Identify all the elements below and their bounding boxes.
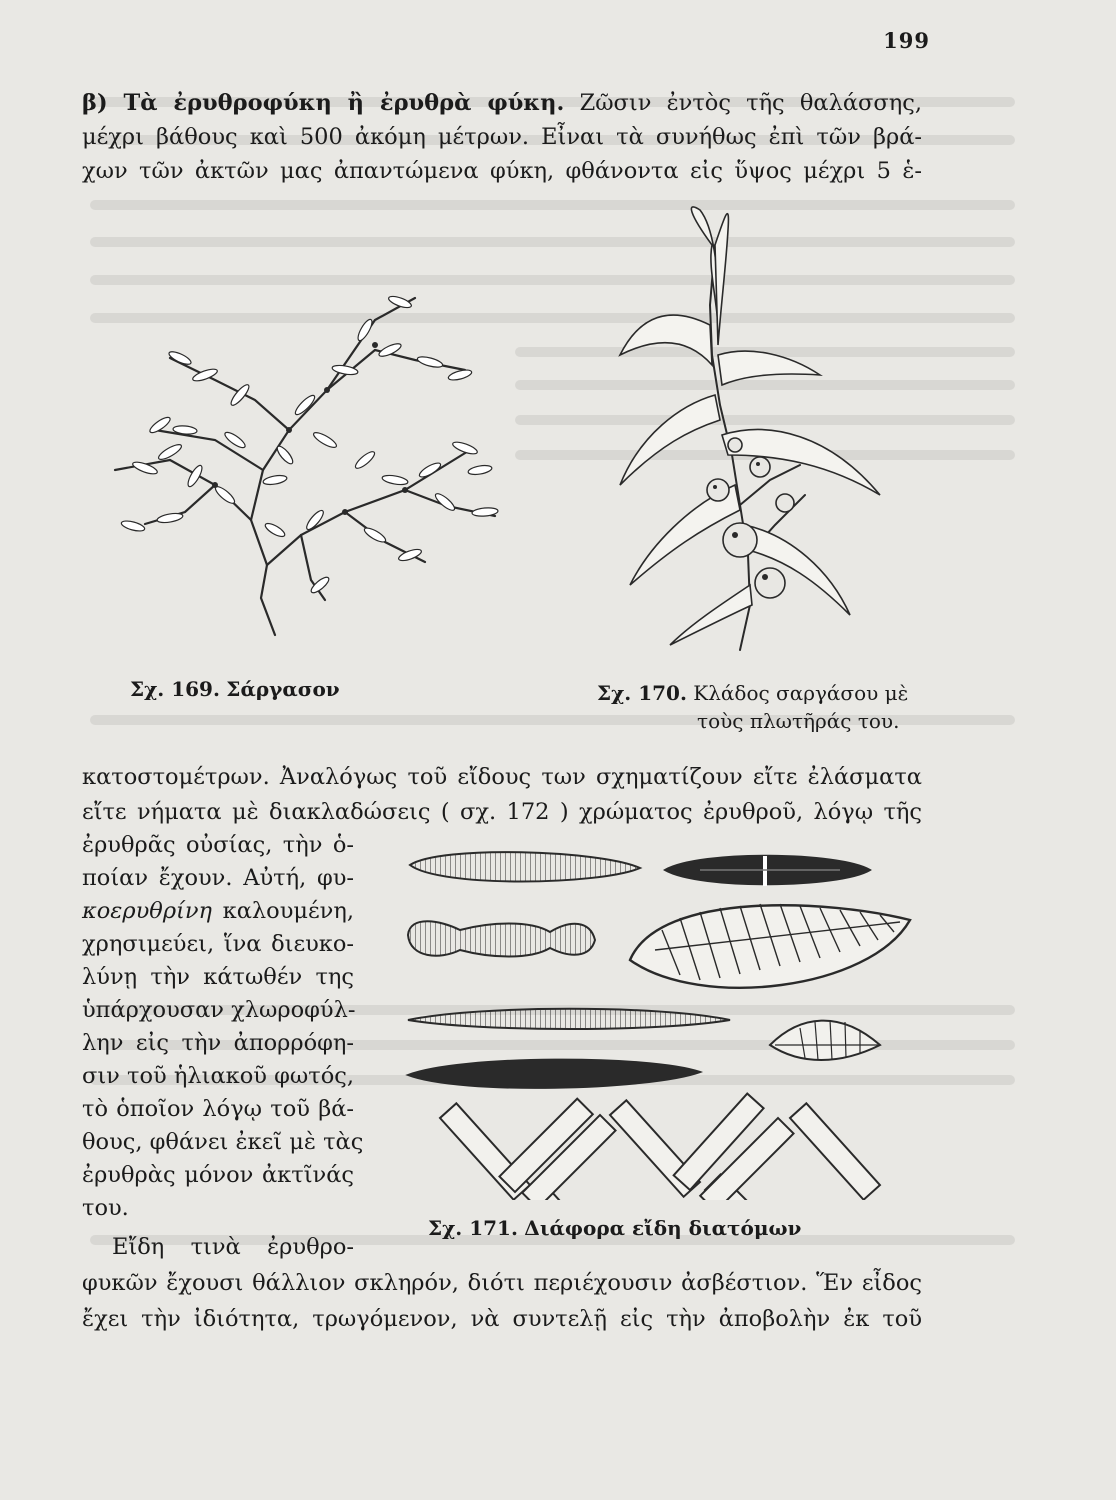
intro-line-2: μέχρι βάθους καὶ 500 ἀκόμη μέτρων. Εἶναι τὰ συνήθως ἐπὶ τῶν βρά- [82, 124, 922, 150]
body-last-line-1: φυκῶν ἔχουσι θάλλιον σκληρόν, διότι περιέχουσιν ἀσβέστιον. Ἕν εἶδος [82, 1270, 922, 1296]
diatom-6 [770, 1021, 880, 1060]
figure-170-title-line-1: Κλάδος σαργάσου μὲ [693, 681, 909, 705]
column-line-1: ἐρυθρᾶς οὐσίας, τὴν ὁ- [82, 832, 354, 858]
diatom-7 [408, 1060, 700, 1088]
phycoerythrin-term: κοερυθρίνη [82, 898, 213, 924]
diatom-5 [408, 1009, 730, 1029]
section-heading: β) Τὰ ἐρυθροφύκη ἢ ἐρυθρὰ φύκη. [82, 90, 565, 116]
column-line-9: τὸ ὁποῖον λόγῳ τοῦ βά- [82, 1096, 354, 1122]
figure-169-number: Σχ. 169. [130, 677, 220, 701]
intro-line-1-rest: Ζῶσιν ἐντὸς τῆς θαλάσσης, [579, 90, 923, 116]
figure-170-number: Σχ. 170. [597, 681, 687, 705]
figure-171-caption [428, 1215, 801, 1241]
sargassum-illustration [75, 280, 515, 660]
intro-line-1 [82, 88, 922, 118]
column-line-10: θους, φθάνει ἐκεῖ μὲ τὰς [82, 1129, 364, 1155]
column-line-11: ἐρυθρὰς μόνον ἀκτῖνάς [82, 1162, 354, 1188]
figure-169-caption [130, 676, 340, 702]
diatom-4 [630, 905, 910, 988]
column-line-12: του. [82, 1195, 129, 1221]
diatom-1 [410, 852, 640, 881]
figure-170-caption [597, 680, 908, 706]
sargassum-branch-illustration [600, 205, 900, 665]
column-line-3-rest: καλουμένη, [222, 898, 354, 924]
intro-line-3: χων τῶν ἀκτῶν μας ἀπαντώμενα φύκη, φθάνοντα εἰς ὕψος μέχρι 5 ἑ- [82, 158, 922, 184]
column-line-13: Εἴδη τινὰ ἐρυθρο- [112, 1234, 354, 1260]
column-line-3 [82, 896, 354, 926]
figure-171-number: Σχ. 171. [428, 1216, 518, 1240]
diatom-3 [408, 921, 595, 956]
column-line-2: ποίαν ἔχουν. Αὐτή, φυ- [82, 865, 354, 891]
figure-171-title: Διάφορα εἴδη διατόμων [524, 1216, 802, 1240]
figure-169-title: Σάργασον [226, 677, 340, 701]
column-line-7: λην εἰς τὴν ἀπορρόφη- [82, 1030, 354, 1056]
body-last-line-2: ἔχει τὴν ἰδιότητα, τρωγόμενον, νὰ συντελῇ εἰς τὴν ἀποβολὴν ἐκ τοῦ [82, 1306, 922, 1332]
column-line-4: χρησιμεύει, ἵνα διευκο- [82, 931, 354, 957]
figure-170-title-line-2: τοὺς πλωτῆράς του. [697, 709, 900, 733]
body-line-2: εἴτε νήματα μὲ διακλαδώσεις ( σχ. 172 ) χρώματος ἐρυθροῦ, λόγῳ τῆς [82, 799, 922, 825]
body-line-1: κατοστομέτρων. Ἀναλόγως τοῦ εἴδους των σχηματίζουν εἴτε ἐλάσματα [82, 764, 922, 790]
diatoms-illustration [400, 840, 920, 1200]
column-line-6: ὑπάρχουσαν χλωροφύλ- [82, 997, 356, 1023]
page-number: 199 [883, 28, 930, 53]
column-line-8: σιν τοῦ ἡλιακοῦ φωτός, [82, 1063, 354, 1089]
diatom-chain [440, 1094, 880, 1200]
column-line-5: λύνῃ τὴν κάτωθέν της [82, 964, 354, 990]
